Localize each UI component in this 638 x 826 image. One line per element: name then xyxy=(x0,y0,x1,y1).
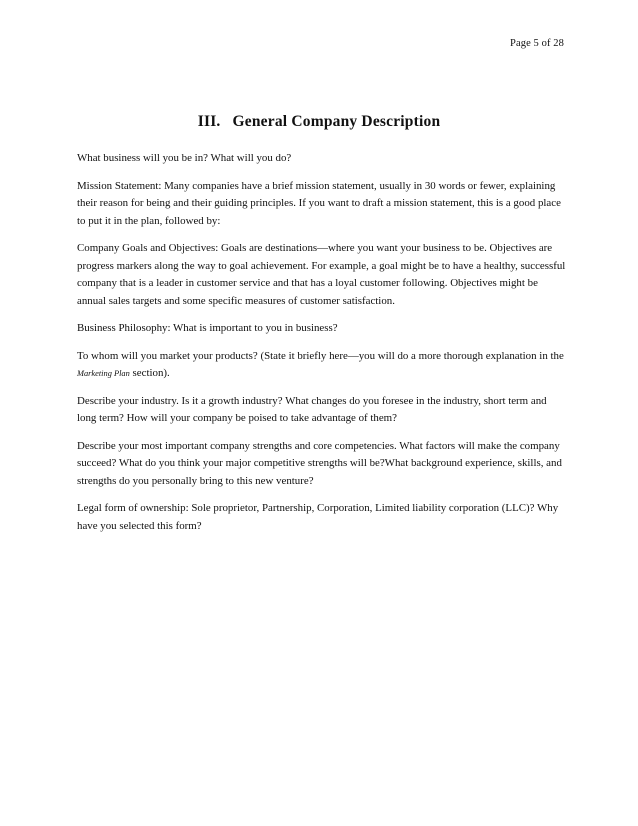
marketing-plan-reference: Marketing Plan xyxy=(77,369,130,378)
section-heading xyxy=(0,113,638,131)
paragraph-business: What business will you be in? What will you do? xyxy=(77,152,292,164)
paragraph-legal-form: Legal form of ownership: Sole proprietor, Partnership, Corporation, Limited liability corporation (LLC)? Why have you selected this form? xyxy=(77,502,559,532)
paragraph-goals-objectives: Company Goals and Objectives: Goals are destinations—where you want your business to be. Objectives are progress markers along the way to goal achievement. For example, a goal might be to have a healthy, successful company that is a leader in customer service and that has a loyal customer following. Objectives might be annual sales targets and some specific measures of customer satisfaction. xyxy=(77,242,566,307)
section-number: III. xyxy=(197,113,221,130)
document-body xyxy=(77,150,567,545)
paragraph-mission-statement: Mission Statement: Many companies have a brief mission statement, usually in 30 words or fewer, explaining their reason for being and their guiding principles. If you want to draft a mission statement, this is a good place to put it in the plan, followed by: xyxy=(77,179,561,227)
target-market-text-before: To whom will you market your products? (State it briefly here—you will do a more thorough explanation in the xyxy=(77,349,564,362)
paragraph-target-market xyxy=(77,348,567,383)
page-number: Page 5 of 28 xyxy=(510,38,564,49)
paragraph-industry: Describe your industry. Is it a growth industry? What changes do you foresee in the industry, short term and long term? How will your company be poised to take advantage of them? xyxy=(77,394,547,424)
target-market-text-after: section). xyxy=(129,367,170,379)
paragraph-strengths: Describe your most important company strengths and core competencies. What factors will make the company succeed? What do you think your major competitive strengths will be?What background experience, skills, and strengths do you personally bring to this new venture? xyxy=(77,439,562,487)
paragraph-business-philosophy: Business Philosophy: What is important to you in business? xyxy=(77,322,338,334)
section-title: General Company Description xyxy=(232,113,441,130)
